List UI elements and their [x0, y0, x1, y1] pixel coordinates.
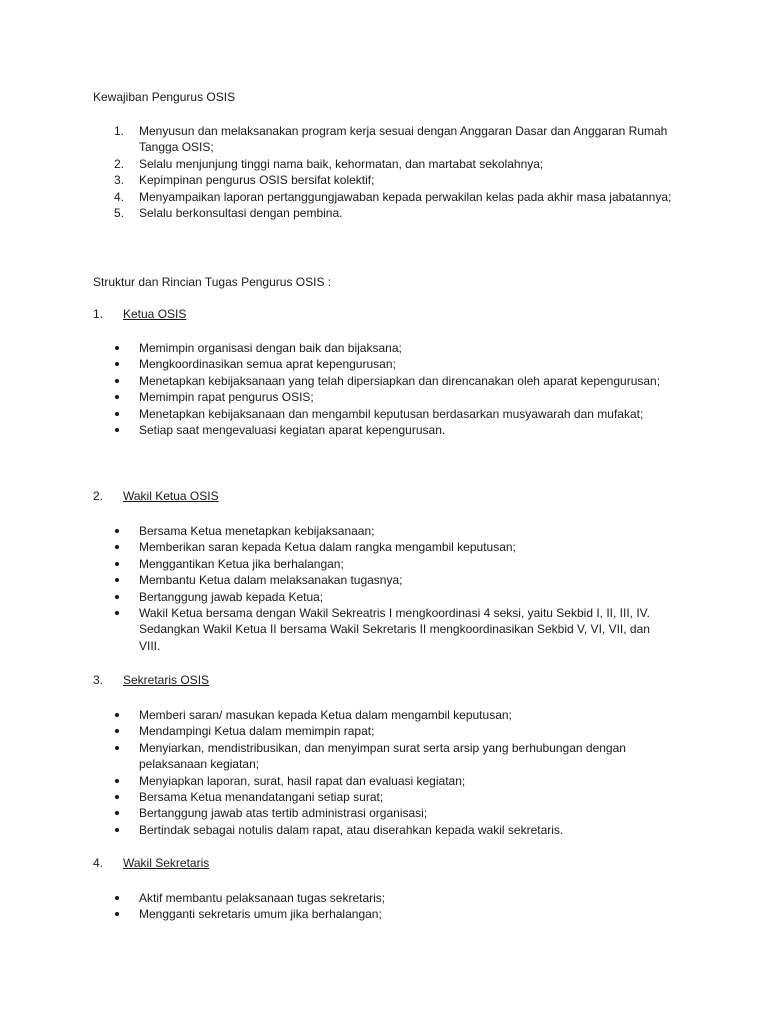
list-item: Memimpin organisasi dengan baik dan bijaksana; [93, 340, 673, 356]
list-item: 2. Selalu menjunjung tinggi nama baik, kehormatan, dan martabat sekolahnya; [114, 156, 544, 171]
section-list-wakil-sekretaris [93, 890, 673, 923]
list-item: Bertanggung jawab atas tertib administrasi organisasi; [93, 805, 673, 821]
list-item: Wakil Ketua bersama dengan Wakil Sekreatris I mengkoordinasi 4 seksi, yaitu Sekbid I, II, III, IV. Sedangkan Wakil Ketua II bersama Wakil Sekretaris II mengkoordinasikan Sekbid V, VI, VII, dan VIII. [93, 605, 673, 654]
list-item: Menetapkan kebijaksanaan dan mengambil keputusan berdasarkan musyawarah dan mufakat; [93, 406, 673, 422]
section-title-ketua: 1. Ketua OSIS [93, 307, 187, 321]
list-item: 1. Menyusun dan melaksanakan program kerja sesuai dengan Anggaran Dasar dan Anggaran Rumah Tangga OSIS; [114, 124, 668, 155]
structure-title: Struktur dan Rincian Tugas Pengurus OSIS : [93, 275, 332, 289]
list-item: Setiap saat mengevaluasi kegiatan aparat kepengurusan. [93, 422, 673, 438]
obligations-list [93, 123, 673, 221]
list-item: Aktif membantu pelaksanaan tugas sekretaris; [93, 890, 673, 906]
list-item-text: Kepimpinan pengurus OSIS bersifat kolektif; [139, 173, 375, 188]
list-item: Memimpin rapat pengurus OSIS; [93, 389, 673, 405]
list-item: Bertanggung jawab kepada Ketua; [93, 589, 673, 605]
list-item: Mengganti sekretaris umum jika berhalangan; [93, 906, 673, 922]
list-item-text: Menyampaikan laporan pertanggungjawaban kepada perwakilan kelas pada akhir masa jabatannya; [139, 189, 672, 204]
list-item: Bertindak sebagai notulis dalam rapat, atau diserahkan kepada wakil sekretaris. [93, 822, 673, 838]
list-item: Bersama Ketua menetapkan kebijaksanaan; [93, 523, 673, 539]
list-item: Memberi saran/ masukan kepada Ketua dalam mengambil keputusan; [93, 707, 673, 723]
section-list-sekretaris [93, 707, 673, 838]
list-item: Membantu Ketua dalam melaksanakan tugasnya; [93, 572, 673, 588]
section-title-wakil-ketua: 2. Wakil Ketua OSIS [93, 489, 219, 503]
list-item: 3. Kepimpinan pengurus OSIS bersifat kolektif; [114, 173, 375, 188]
list-item: Memberikan saran kepada Ketua dalam rangka mengambil keputusan; [93, 539, 673, 555]
list-item: Mengkoordinasikan semua aprat kepengurusan; [93, 356, 673, 372]
list-item: Menyiapkan laporan, surat, hasil rapat dan evaluasi kegiatan; [93, 773, 673, 789]
list-item: Menggantikan Ketua jika berhalangan; [93, 556, 673, 572]
section-title-wakil-sekretaris: 4. Wakil Sekretaris [93, 856, 210, 870]
list-item: Menyiarkan, mendistribusikan, dan menyimpan surat serta arsip yang berhubungan dengan pelaksanaan kegiatan; [93, 740, 673, 773]
list-item-text: Menyusun dan melaksanakan program kerja sesuai dengan Anggaran Dasar dan Anggaran Rumah Tangga OSIS; [139, 124, 668, 155]
list-item: 4. Menyampaikan laporan pertanggungjawaban kepada perwakilan kelas pada akhir masa jabatannya; [114, 189, 672, 204]
section-list-wakil-ketua [93, 523, 673, 654]
list-item-text: Selalu berkonsultasi dengan pembina. [139, 206, 343, 221]
list-item: 5. Selalu berkonsultasi dengan pembina. [114, 206, 343, 221]
section-title-sekretaris: 3. Sekretaris OSIS [93, 673, 210, 687]
list-item: Bersama Ketua menandatangani setiap surat; [93, 789, 673, 805]
obligations-title: Kewajiban Pengurus OSIS [93, 90, 236, 104]
section-list-ketua [93, 340, 673, 438]
list-item: Mendampingi Ketua dalam memimpin rapat; [93, 723, 673, 739]
list-item-text: Selalu menjunjung tinggi nama baik, kehormatan, dan martabat sekolahnya; [139, 156, 544, 171]
list-item: Menetapkan kebijaksanaan yang telah dipersiapkan dan direncanakan oleh aparat kepengurusan; [93, 373, 673, 389]
